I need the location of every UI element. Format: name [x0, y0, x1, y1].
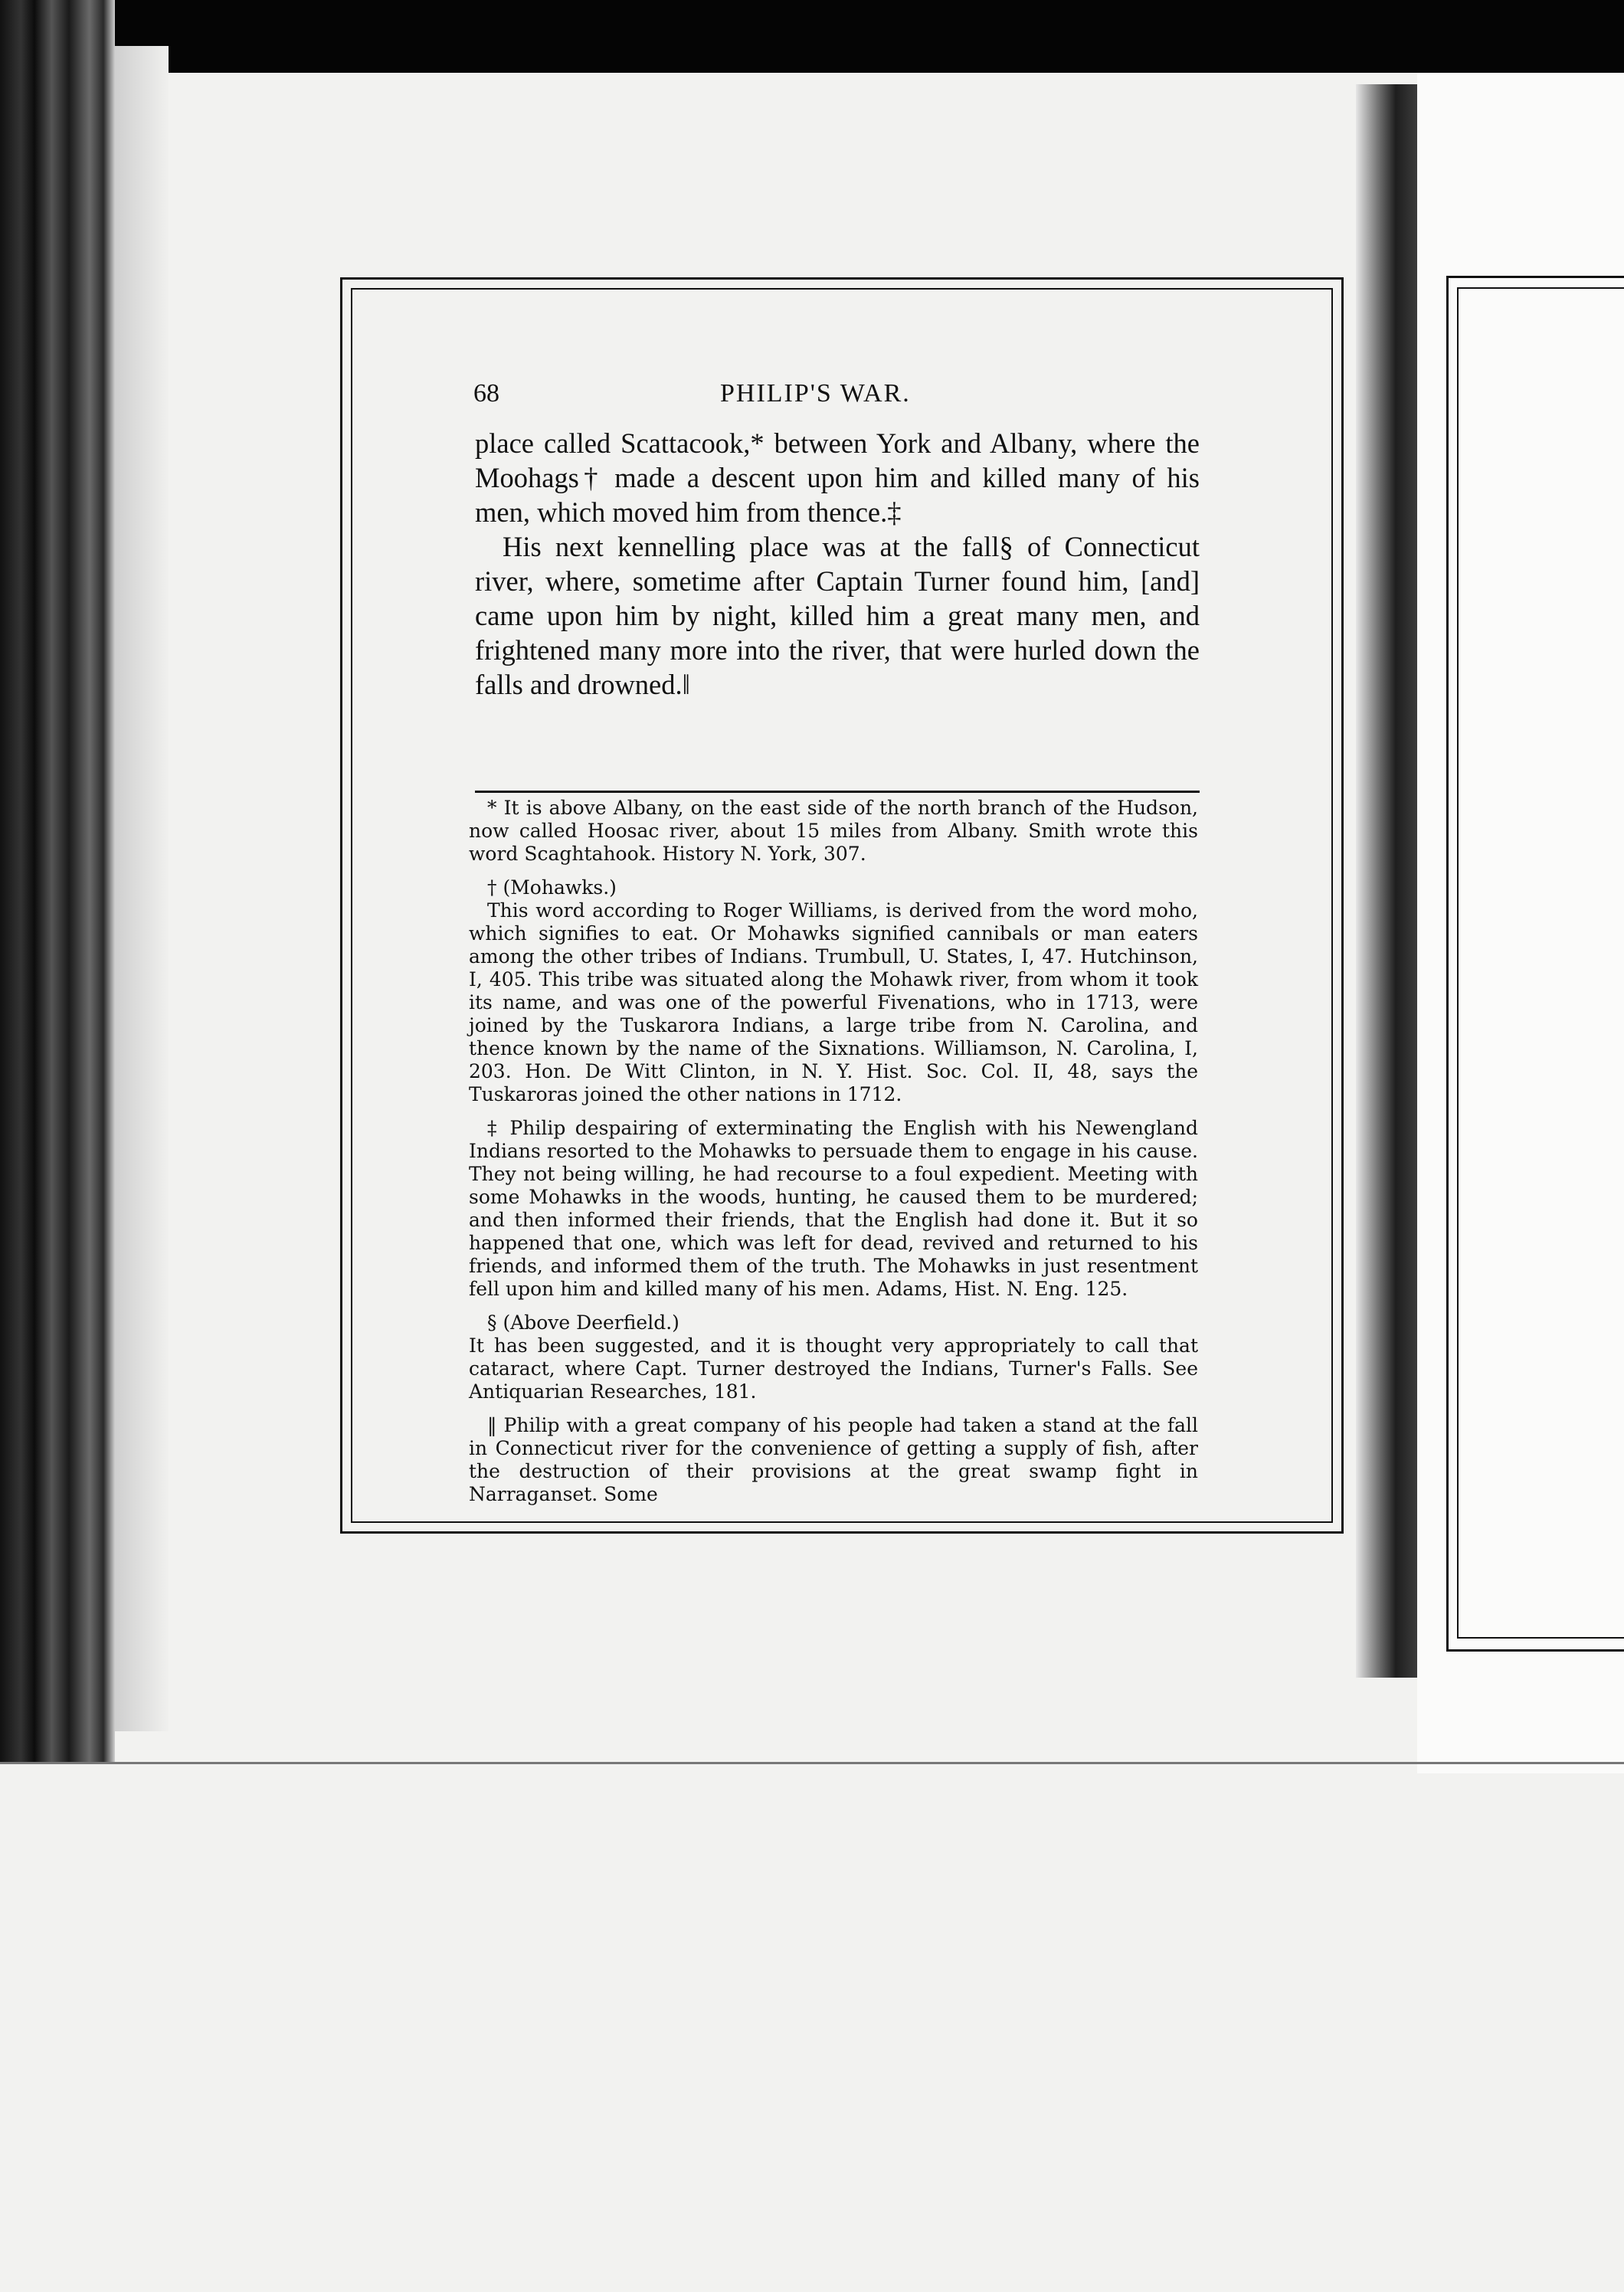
footnote-star: * It is above Albany, on the east side of the north branch of the Hudson, now called Hoosac river, about 15 miles from Albany. Smith wrote this word Scaghtahook. History N. York, 307. [469, 797, 1198, 865]
footnote-section: It has been suggested, and it is thought very appropriately to call that cataract, where Capt. Turner destroyed the Indians, Turner's Falls. See Antiquarian Researches, 181. [469, 1334, 1198, 1403]
footnote-section-heading: § (Above Deerfield.) [487, 1311, 679, 1334]
page-number: 68 [473, 379, 499, 408]
running-head: PHILIP'S WAR. [720, 379, 911, 408]
footnote-rule [475, 791, 1200, 793]
facing-page-frame-inner [1457, 287, 1624, 1639]
footnote-double-dagger: ‡ Philip despairing of exterminating the English with his Newengland Indians resorted to the Mohawks to persuade them to engage in his cause. They not being willing, he had recourse to a foul expedient. Meeting with some Mohawks in the woods, hunting, he caused them to be murdered; and then informed their friends, that the English had done it. But it so happened that one, which was left for dead, revived and returned to his friends, and informed them of the truth. The Mohawks in just resentment fell upon him and killed many of his men. Adams, Hist. N. Eng. 125. [469, 1117, 1198, 1300]
book-spine-edge [0, 0, 115, 1762]
body-paragraph-2: His next kennelling place was at the fall§ of Connecticut river, where, sometime after Captain Turner found him, [and] came upon him by night, killed him a great many men, and frightened many more into the river, that were hurled down the falls and drowned.‖ [475, 531, 1200, 700]
scan-bottom-rule [0, 1762, 1624, 1764]
main-text [475, 426, 1200, 702]
footnotes [469, 797, 1198, 1506]
book-gutter [1356, 84, 1417, 1678]
footnote-parallel: ‖ Philip with a great company of his people had taken a stand at the fall in Connecticut river for the convenience of getting a supply of fish, after the destruction of their provisions at the great swamp fight in Narraganset. Some [469, 1414, 1198, 1505]
footnote-dagger-heading: † (Mohawks.) [487, 876, 617, 899]
page-edge-shadow [115, 46, 169, 1731]
footnote-dagger: This word according to Roger Williams, is derived from the word moho, which signifies to eat. Or Mohawks signified cannibals or man eaters among the other tribes of Indians. Trumbull, U. States, I, 47. Hutchinson, I, 405. This tribe was situated along the Mohawk river, from whom it took its name, and was one of the powerful Fivenations, who in 1713, were joined by the Tuskarora Indians, a large tribe from N. Carolina, and thence known by the name of the Sixnations. Williamson, N. Carolina, I, 203. Hon. De Witt Clinton, in N. Y. Hist. Soc. Col. II, 48, says the Tuskaroras joined the other nations in 1712. [469, 899, 1198, 1105]
scan-top-border [0, 0, 1624, 73]
facing-page-fragment [1417, 73, 1624, 1773]
body-paragraph-1: place called Scattacook,* between York and Albany, where the Moohags† made a descent upon him and killed many of his men, which moved him from thence.‡ [475, 427, 1200, 528]
